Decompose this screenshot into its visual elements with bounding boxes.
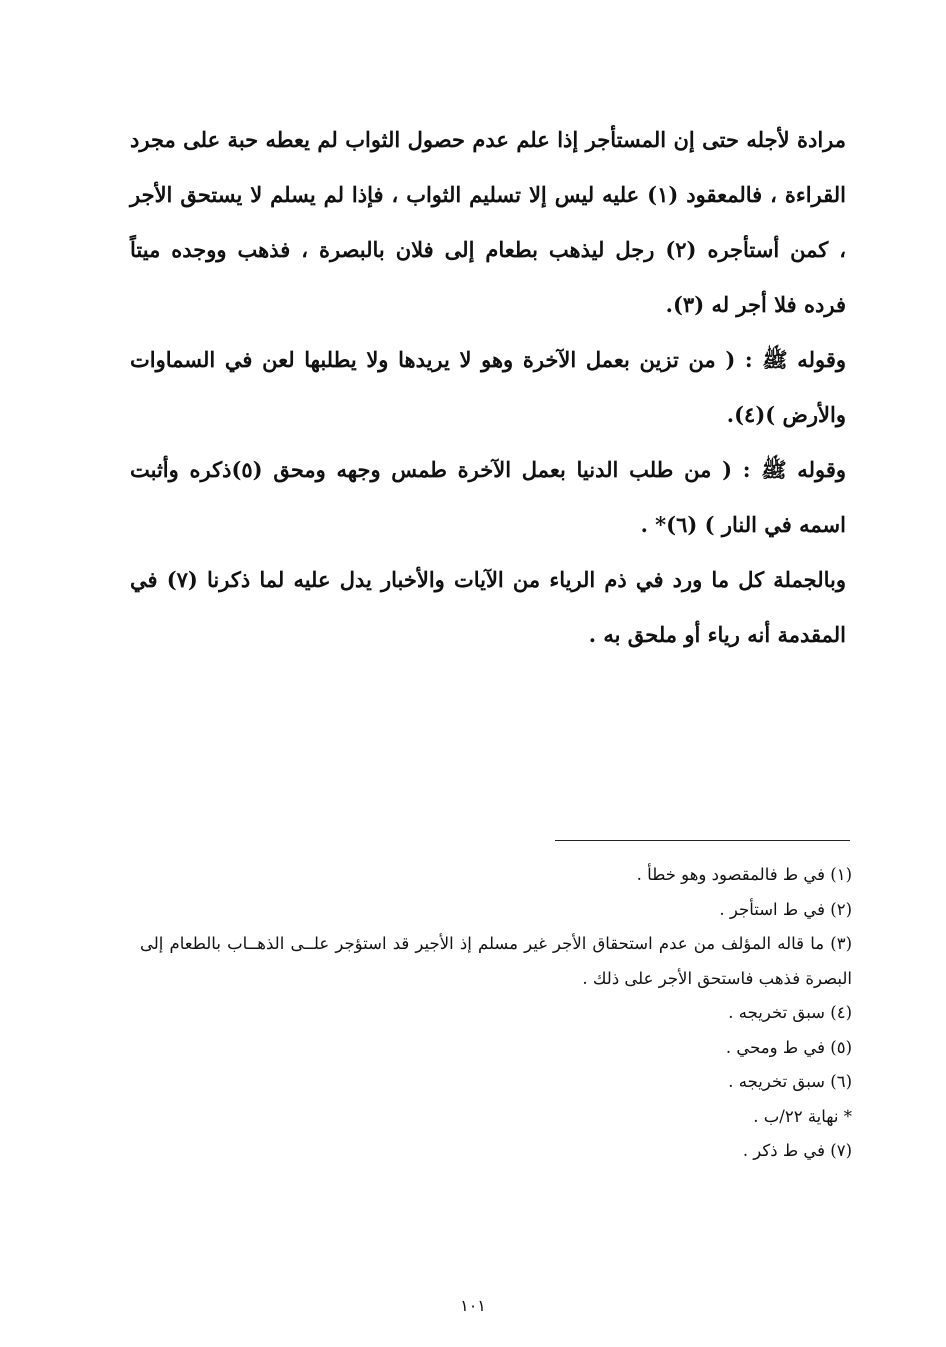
page-number: ١٠١: [460, 1296, 486, 1315]
paragraph-2: وقوله ﷺ : ( من تزين بعمل الآخرة وهو لا يريدها ولا يطلبها لعن في السماوات والأرض )(٤).: [130, 347, 846, 427]
footnotes-section: [140, 858, 852, 1169]
footnote-4: (٤) سبق تخريجه .: [728, 1003, 852, 1022]
main-body-text: [130, 112, 846, 662]
paragraph-1: مرادة لأجله حتى إن المستأجر إذا علم عدم حصول الثواب لم يعطه حبة على مجرد القراءة ، فالمعقود (١) عليه ليس إلا تسليم الثواب ، فإذا لم يسلم لا يستحق الأجر ، كمن أستأجره (٢) رجل ليذهب بطعام إلى فلان بالبصرة ، فذهب ووجده ميتاً فرده فلا أجر له (٣).: [130, 127, 846, 317]
footnote-7: (٧) في ط ذكر .: [742, 1141, 852, 1160]
footnote-divider: [555, 840, 850, 841]
footnote-2: (٢) في ط استأجر .: [719, 899, 852, 919]
footnote-1: (١) في ط فالمقصود وهو خطأ .: [636, 865, 852, 884]
footnote-folio-note: * نهاية ٢٢/ب .: [753, 1106, 852, 1126]
footnote-3: (٣) ما قاله المؤلف من عدم استحقاق الأجر غير مسلم إذ الأجير قد استؤجر علــى الذهــاب بالطعام إلى البصرة فذهب فاستحق الأجر على ذلك .: [140, 934, 852, 988]
paragraph-3: وقوله ﷺ : ( من طلب الدنيا بعمل الآخرة طمس وجهه ومحق (٥)ذكره وأثبت اسمه في النار ) (٦)* .: [130, 457, 846, 537]
paragraph-4: وبالجملة كل ما ورد في ذم الرياء من الآيات والأخبار يدل عليه لما ذكرنا (٧) في المقدمة أنه رياء أو ملحق به .: [130, 567, 846, 647]
footnote-5: (٥) في ط ومحي .: [725, 1037, 852, 1057]
footnote-6: (٦) سبق تخريجه .: [728, 1072, 852, 1091]
